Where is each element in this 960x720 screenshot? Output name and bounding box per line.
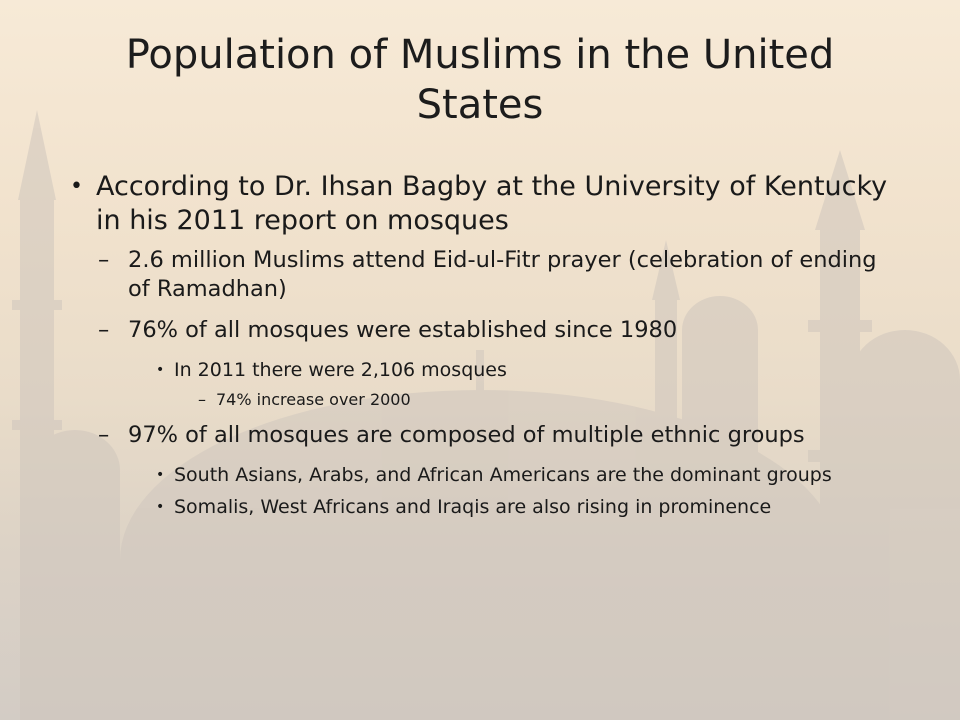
bullet-level3-dominant-groups [70,462,900,488]
bullet-text: 97% of all mosques are composed of multiple ethnic groups [128,422,805,448]
bullet-text: Somalis, West Africans and Iraqis are also rising in prominence [174,496,772,518]
dash-marker: – [98,422,110,448]
bullet-level3-mosque-count [70,357,900,383]
bullet-level3-rising-groups [70,494,900,520]
bullet-marker: • [156,362,165,378]
bullet-text: According to Dr. Ihsan Bagby at the University of Kentucky in his 2011 report on mosques [96,171,888,236]
dash-marker: – [98,247,110,273]
slide-title: Population of Muslims in the United States [125,32,835,128]
bullet-level2-ethnic [70,421,900,450]
bullet-marker: • [156,499,165,515]
dash-marker: – [198,390,206,409]
bullet-text: South Asians, Arabs, and African Americans are the dominant groups [174,464,832,486]
slide-content [70,170,900,526]
bullet-level2-attendance [70,246,900,304]
bullet-text: In 2011 there were 2,106 mosques [174,359,507,381]
bullet-text: 74% increase over 2000 [216,390,411,409]
dash-marker: – [98,317,110,343]
bullet-level2-established [70,316,900,345]
bullet-text: 76% of all mosques were established since 1980 [128,317,678,343]
bullet-level1-source [70,170,900,238]
bullet-level4-increase [70,389,900,411]
bullet-marker: • [156,467,165,483]
bullet-text: 2.6 million Muslims attend Eid-ul-Fitr prayer (celebration of ending of Ramadhan) [128,247,877,302]
bullet-marker: • [70,174,83,199]
